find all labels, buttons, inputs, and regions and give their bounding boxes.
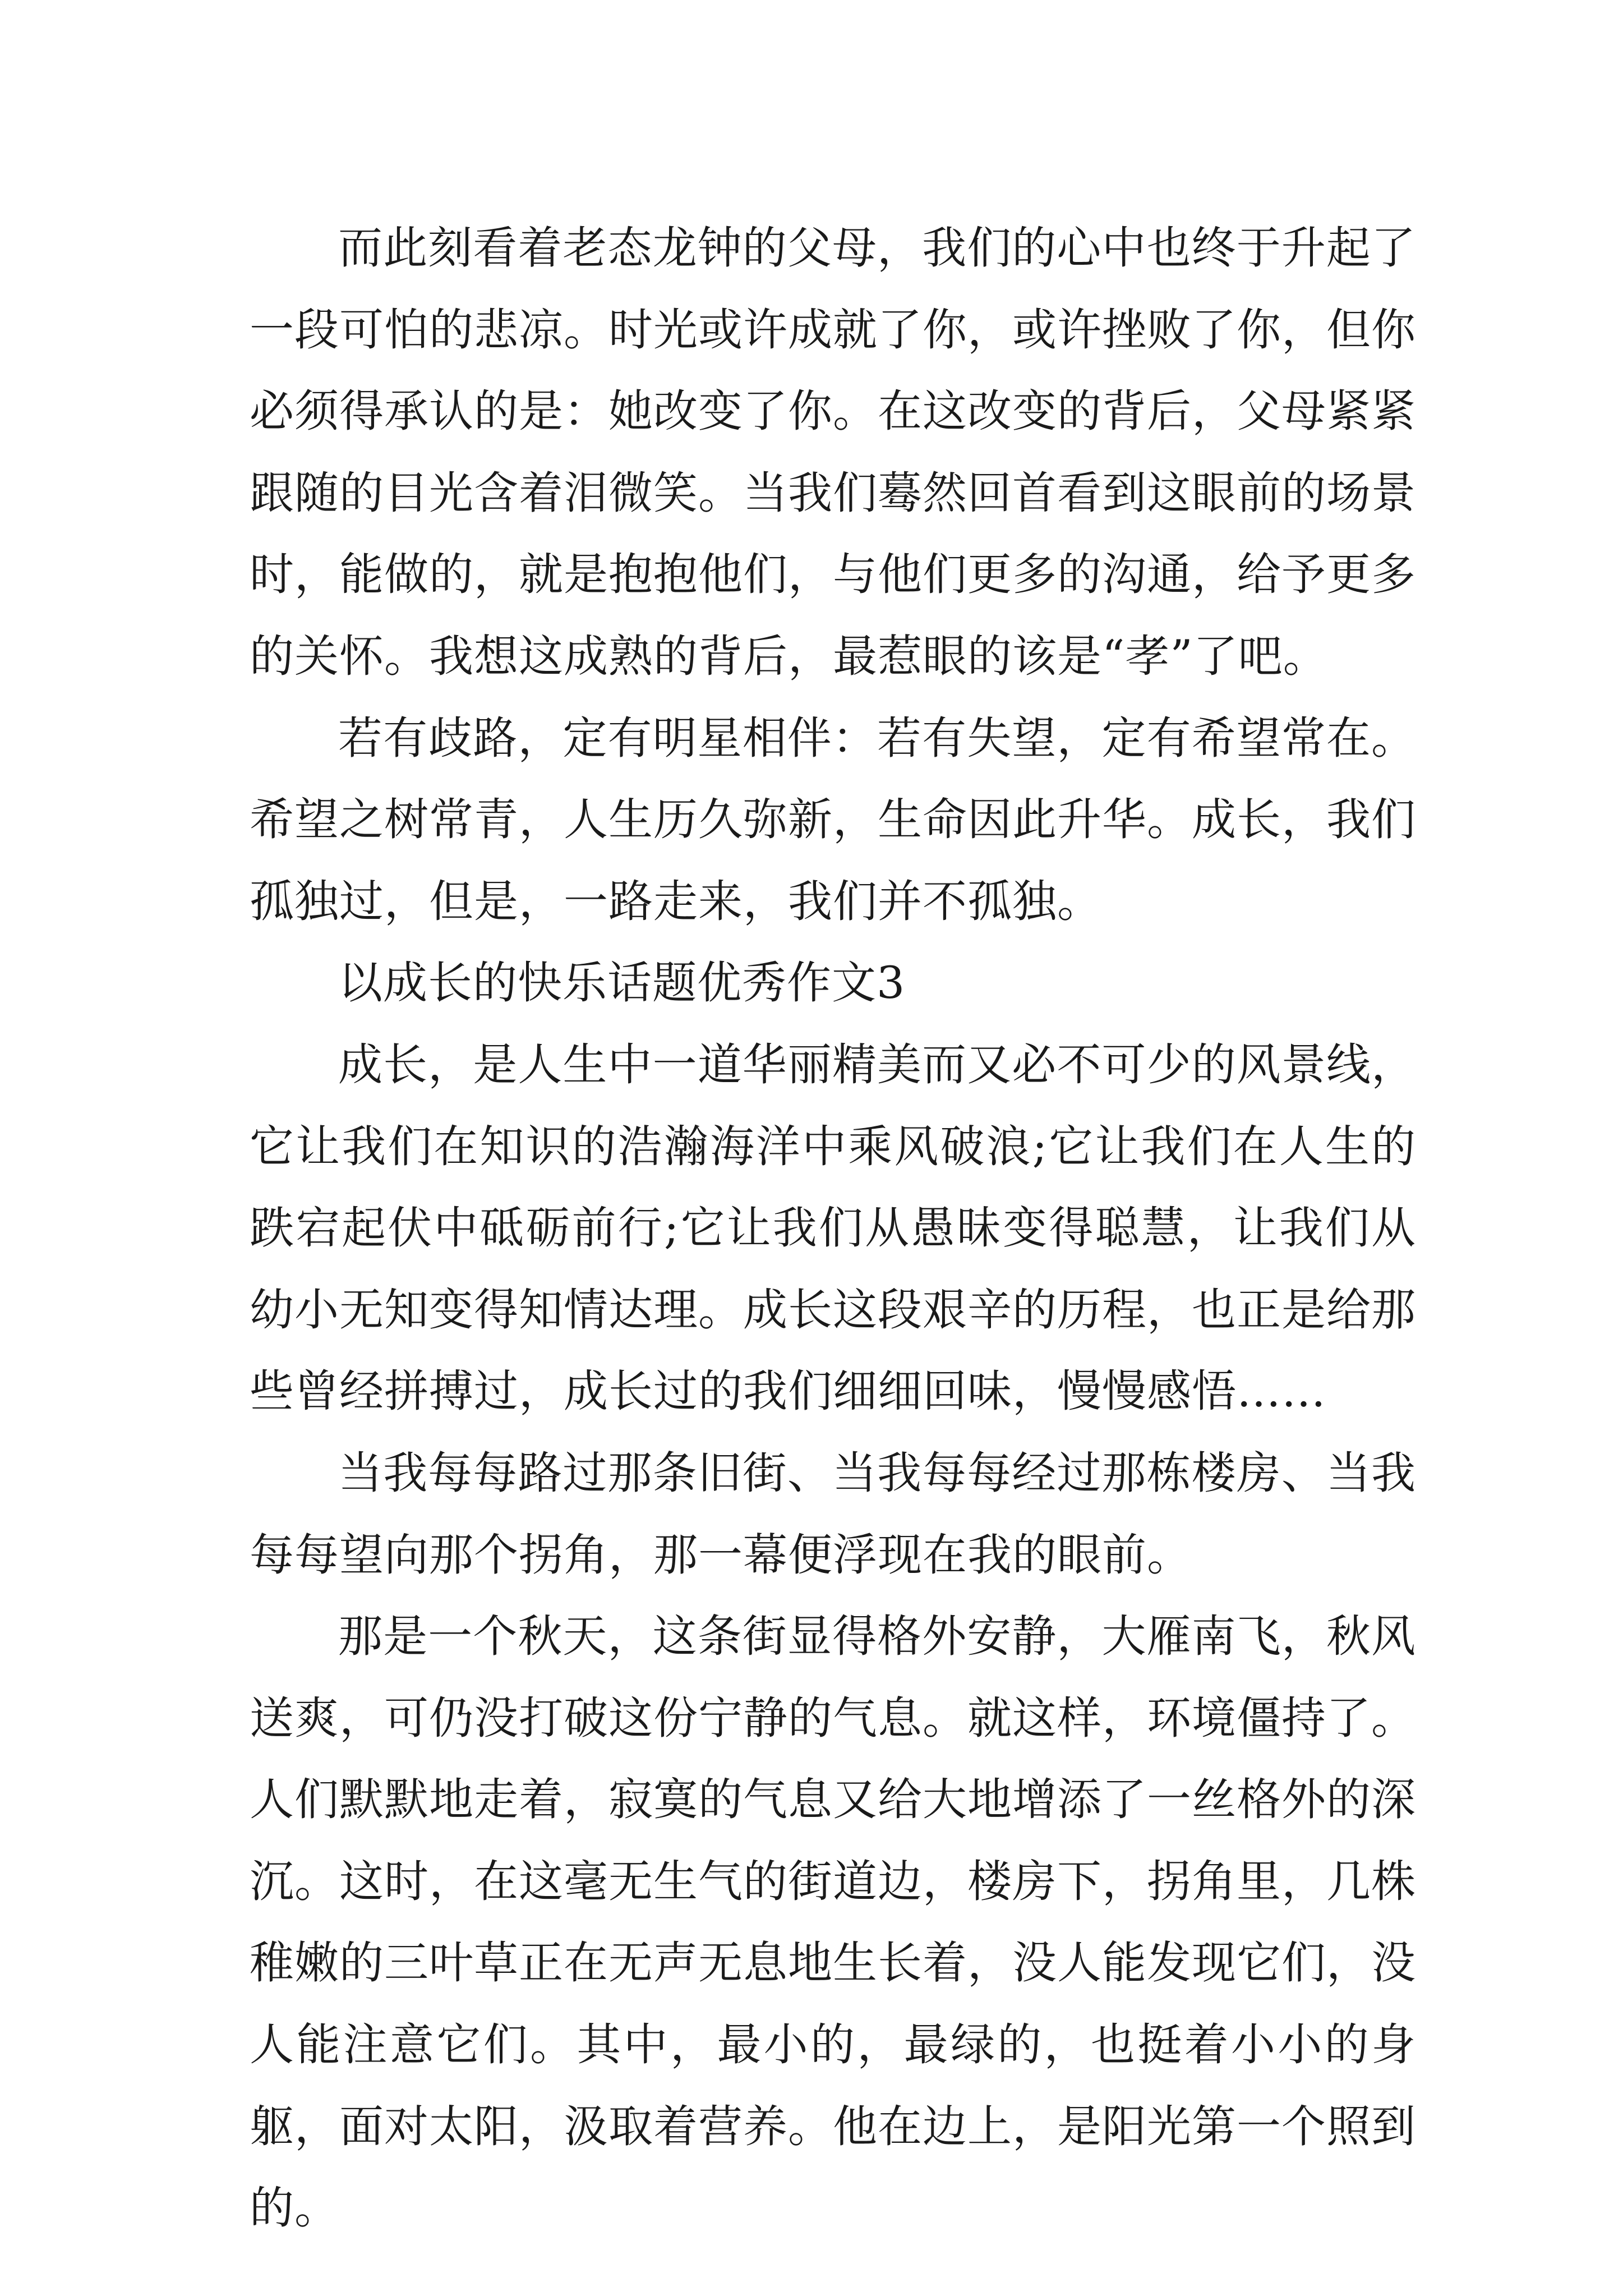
paragraph-growth: 成长，是人生中一道华丽精美而又必不可少的风景线，它让我们在知识的浩瀚海洋中乘风破浪;它让我们在人生的跌宕起伏中砥砺前行;它让我们从愚昧变得聪慧，让我们从幼小无知变得知情达理。成长这段艰辛的历程，也正是给那些曾经拼搏过，成长过的我们细细回味，慢慢感悟…… [250, 1038, 1416, 1418]
paragraph-parents: 而此刻看着老态龙钟的父母，我们的心中也终于升起了一段可怕的悲凉。时光或许成就了你，或许挫败了你，但你必须得承认的是：她改变了你。在这改变的背后，父母紧紧跟随的目光含着泪微笑。当我们蓦然回首看到这眼前的场景时，能做的，就是抱抱他们，与他们更多的沟通，给予更多的关怀。我想这成熟的背后，最惹眼的该是“孝”了吧。 [250, 222, 1416, 682]
paragraph-old-street: 当我每每路过那条旧街、当我每每经过那栋楼房、当我每每望向那个拐角，那一幕便浮现在我的眼前。 [250, 1447, 1416, 1581]
document-body [250, 208, 1416, 2249]
essay-heading: 以成长的快乐话题优秀作文3 [338, 957, 906, 1009]
paragraph-autumn: 那是一个秋天，这条街显得格外安静，大雁南飞，秋风送爽，可仍没打破这份宁静的气息。就这样，环境僵持了。人们默默地走着，寂寞的气息又给大地增添了一丝格外的深沉。这时，在这毫无生气的街道边，楼房下，拐角里，几株稚嫩的三叶草正在无声无息地生长着，没人能发现它们，没人能注意它们。其中，最小的，最绿的，也挺着小小的身躯，面对太阳，汲取着营养。他在边上，是阳光第一个照到的。 [250, 1611, 1416, 2234]
paragraph-hope: 若有歧路，定有明星相伴：若有失望，定有希望常在。希望之树常青，人生历久弥新，生命因此升华。成长，我们孤独过，但是，一路走来，我们并不孤独。 [250, 712, 1416, 927]
